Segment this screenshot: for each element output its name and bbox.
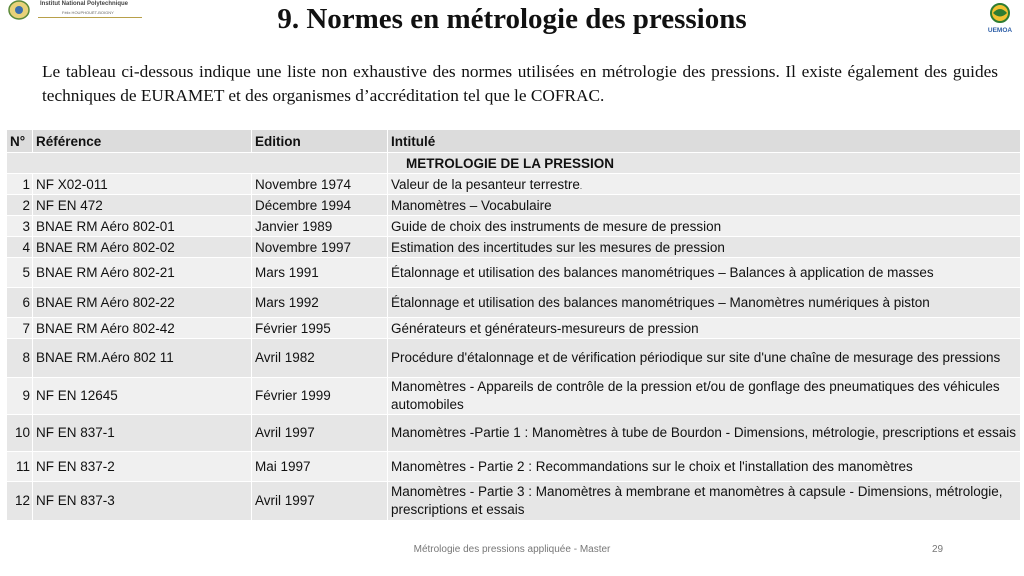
row-edition: Novembre 1997	[252, 237, 388, 258]
table-row	[7, 318, 1021, 339]
row-title: Manomètres -Partie 1 : Manomètres à tube de Bourdon - Dimensions, métrologie, prescriptions et essais	[388, 415, 1021, 452]
row-edition: Mai 1997	[252, 452, 388, 482]
row-number: 9	[7, 378, 33, 415]
row-number: 4	[7, 237, 33, 258]
table-row	[7, 216, 1021, 237]
section-row	[7, 153, 1021, 174]
table-row	[7, 339, 1021, 378]
row-reference: NF X02-011	[33, 174, 252, 195]
uemoa-logo-label: UEMOA	[987, 27, 1013, 34]
table-row	[7, 415, 1021, 452]
table-row	[7, 378, 1021, 415]
row-title-cell	[388, 174, 1021, 195]
header-edition: Edition	[252, 130, 388, 153]
row-number: 3	[7, 216, 33, 237]
page-number: 29	[932, 544, 944, 555]
row-number: 11	[7, 452, 33, 482]
row-reference: NF EN 837-2	[33, 452, 252, 482]
intro-paragraph: Le tableau ci-dessous indique une liste non exhaustive des normes utilisées en métrologie des pressions. Il existe également des guides techniques de EURAMET et des organismes d’accréditation tel que le COFRAC.	[42, 62, 998, 105]
row-reference: BNAE RM.Aéro 802 11	[33, 339, 252, 378]
table-row	[7, 288, 1021, 318]
row-number: 7	[7, 318, 33, 339]
row-number: 5	[7, 258, 33, 288]
row-title: Estimation des incertitudes sur les mesures de pression	[388, 237, 1021, 258]
row-edition: Mars 1991	[252, 258, 388, 288]
row-edition: Avril 1982	[252, 339, 388, 378]
row-number: 8	[7, 339, 33, 378]
row-edition: Février 1999	[252, 378, 388, 415]
table-row	[7, 237, 1021, 258]
row-number: 12	[7, 482, 33, 521]
inp-logo-subtext: Félix HOUPHOUËT-BOIGNY	[62, 10, 114, 15]
table-row	[7, 195, 1021, 216]
table-row	[7, 452, 1021, 482]
page-title: 9. Normes en métrologie des pressions	[277, 3, 747, 35]
row-edition: Mars 1992	[252, 288, 388, 318]
row-reference: BNAE RM Aéro 802-22	[33, 288, 252, 318]
inp-logo-text: Institut National Polytechnique	[40, 1, 129, 7]
table-row	[7, 174, 1021, 195]
row-number: 2	[7, 195, 33, 216]
norms-table	[6, 129, 1021, 521]
row-title: Manomètres - Partie 2 : Recommandations sur le choix et l'installation des manomètres	[388, 452, 1021, 482]
row-title: Procédure d'étalonnage et de vérification périodique sur site d'une chaîne de mesurage des pressions	[388, 339, 1021, 378]
row-number: 6	[7, 288, 33, 318]
row-title: Guide de choix des instruments de mesure de pression	[388, 216, 1021, 237]
row-title-mark: .	[579, 181, 583, 191]
row-title: Étalonnage et utilisation des balances manométriques – Manomètres numériques à piston	[388, 288, 1021, 318]
row-title: Manomètres - Partie 3 : Manomètres à membrane et manomètres à capsule - Dimensions, métrologie, prescriptions et essais	[388, 482, 1021, 521]
row-title: Valeur de la pesanteur terrestre	[391, 176, 580, 192]
row-reference: BNAE RM Aéro 802-42	[33, 318, 252, 339]
row-reference: NF EN 837-1	[33, 415, 252, 452]
row-number: 1	[7, 174, 33, 195]
row-edition: Avril 1997	[252, 415, 388, 452]
row-reference: NF EN 837-3	[33, 482, 252, 521]
row-edition: Décembre 1994	[252, 195, 388, 216]
header-title: Intitulé	[388, 130, 1021, 153]
row-number: 10	[7, 415, 33, 452]
row-title: Étalonnage et utilisation des balances manométriques – Balances à application de masses	[388, 258, 1021, 288]
row-title: Générateurs et générateurs-mesureurs de pression	[388, 318, 1021, 339]
row-edition: Avril 1997	[252, 482, 388, 521]
row-reference: BNAE RM Aéro 802-01	[33, 216, 252, 237]
section-label: METROLOGIE DE LA PRESSION	[388, 153, 1021, 174]
header-number: N°	[7, 130, 33, 153]
header-reference: Référence	[33, 130, 252, 153]
row-edition: Novembre 1974	[252, 174, 388, 195]
row-reference: NF EN 12645	[33, 378, 252, 415]
row-reference: BNAE RM Aéro 802-21	[33, 258, 252, 288]
row-reference: BNAE RM Aéro 802-02	[33, 237, 252, 258]
table-row	[7, 258, 1021, 288]
table-header-row	[7, 130, 1021, 153]
row-reference: NF EN 472	[33, 195, 252, 216]
row-edition: Février 1995	[252, 318, 388, 339]
footer-text: Métrologie des pressions appliquée - Master	[413, 544, 611, 555]
table-row	[7, 482, 1021, 521]
row-edition: Janvier 1989	[252, 216, 388, 237]
row-title: Manomètres - Appareils de contrôle de la pression et/ou de gonflage des pneumatiques des véhicules automobiles	[388, 378, 1021, 415]
row-title: Manomètres – Vocabulaire	[388, 195, 1021, 216]
